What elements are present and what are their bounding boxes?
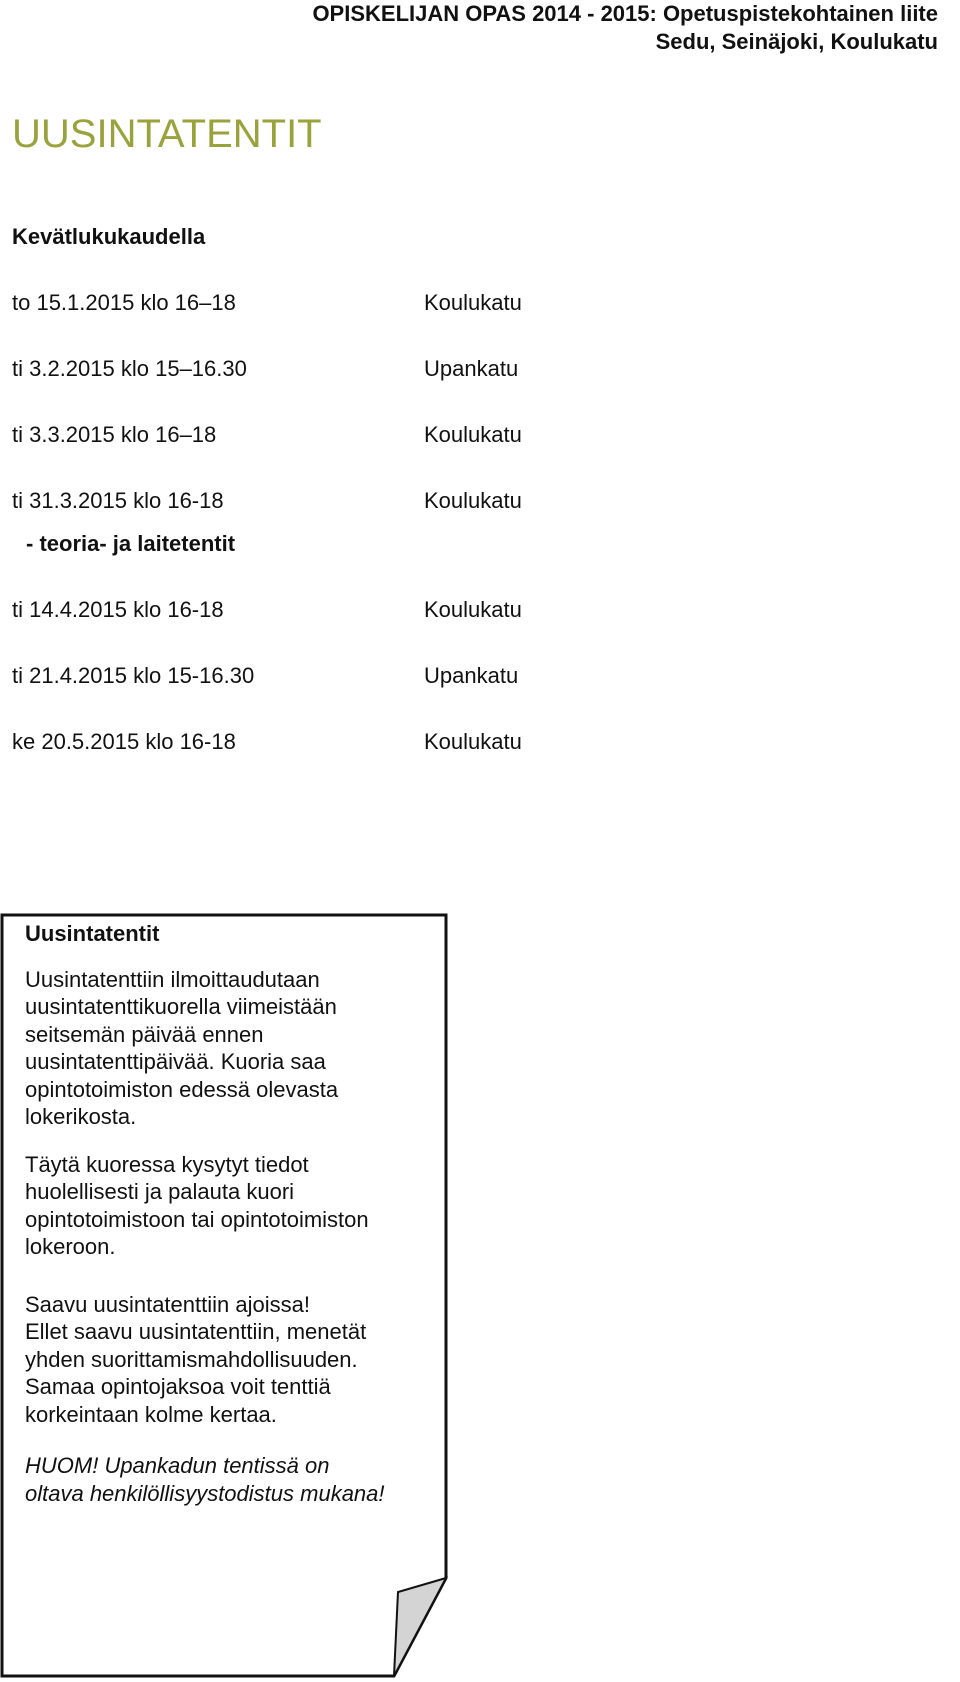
- note-line: Samaa opintojaksoa voit tenttiä: [25, 1374, 331, 1399]
- note-line: lokerikosta.: [25, 1104, 137, 1129]
- schedule-heading: Kevätlukukaudella: [12, 224, 206, 249]
- schedule-location: Upankatu: [424, 663, 519, 688]
- note-title: Uusintatentit: [25, 921, 160, 946]
- note-line: opintotoimiston edessä olevasta: [25, 1076, 339, 1102]
- note-warning: [25, 1452, 425, 1507]
- schedule-time: ti 14.4.2015 klo 16-18: [12, 597, 224, 622]
- note-folded-corner: [394, 1578, 446, 1676]
- note-line: Ellet saavu uusintatenttiin, menetät: [25, 1319, 367, 1344]
- page-title: UUSINTATENTIT: [12, 112, 322, 156]
- note-line: opintotoimistoon tai opintotoimiston: [25, 1206, 369, 1232]
- schedule-time: ti 21.4.2015 klo 15-16.30: [12, 663, 255, 688]
- note-line: huolellisesti ja palauta kuori: [25, 1179, 295, 1204]
- note-paragraph-attendance: [25, 1291, 425, 1429]
- schedule-location: Koulukatu: [424, 290, 522, 315]
- note-paragraph-registration: [25, 966, 425, 1131]
- note-line: Täytä kuoressa kysytyt tiedot: [25, 1151, 309, 1177]
- schedule-location: Upankatu: [424, 356, 519, 381]
- note-line: korkeintaan kolme kertaa.: [25, 1401, 277, 1427]
- schedule-location: Koulukatu: [424, 729, 522, 754]
- schedule-time: ke 20.5.2015 klo 16-18: [12, 729, 236, 754]
- note-paragraph-envelope: [25, 1151, 425, 1261]
- schedule-location: Koulukatu: [424, 422, 522, 447]
- note-line: Uusintatenttiin ilmoittaudutaan: [25, 966, 320, 992]
- schedule-time: to 15.1.2015 klo 16–18: [12, 290, 236, 315]
- note-line: uusintatenttikuorella viimeistään: [25, 994, 337, 1019]
- schedule-time: ti 3.3.2015 klo 16–18: [12, 422, 217, 447]
- schedule-location: Koulukatu: [424, 597, 522, 622]
- note-line: yhden suorittamismahdollisuuden.: [25, 1346, 358, 1372]
- note-line: Saavu uusintatenttiin ajoissa!: [25, 1291, 310, 1317]
- schedule-location: Koulukatu: [424, 488, 522, 513]
- note-card: [25, 920, 425, 1507]
- note-line: seitsemän päivää ennen: [25, 1021, 264, 1047]
- header-line-2: Sedu, Seinäjoki, Koulukatu: [655, 29, 938, 54]
- schedule-time: ti 31.3.2015 klo 16-18: [12, 488, 224, 513]
- schedule-time: ti 3.2.2015 klo 15–16.30: [12, 356, 247, 381]
- note-line: HUOM! Upankadun tentissä on: [25, 1453, 330, 1478]
- note-line: lokeroon.: [25, 1234, 116, 1259]
- note-line: oltava henkilöllisyystodistus mukana!: [25, 1480, 385, 1506]
- header-line-1: OPISKELIJAN OPAS 2014 - 2015: Opetuspistekohtainen liite: [312, 1, 938, 26]
- note-line: uusintatenttipäivää. Kuoria saa: [25, 1049, 326, 1074]
- schedule-subnote: - teoria- ja laitetentit: [26, 531, 236, 556]
